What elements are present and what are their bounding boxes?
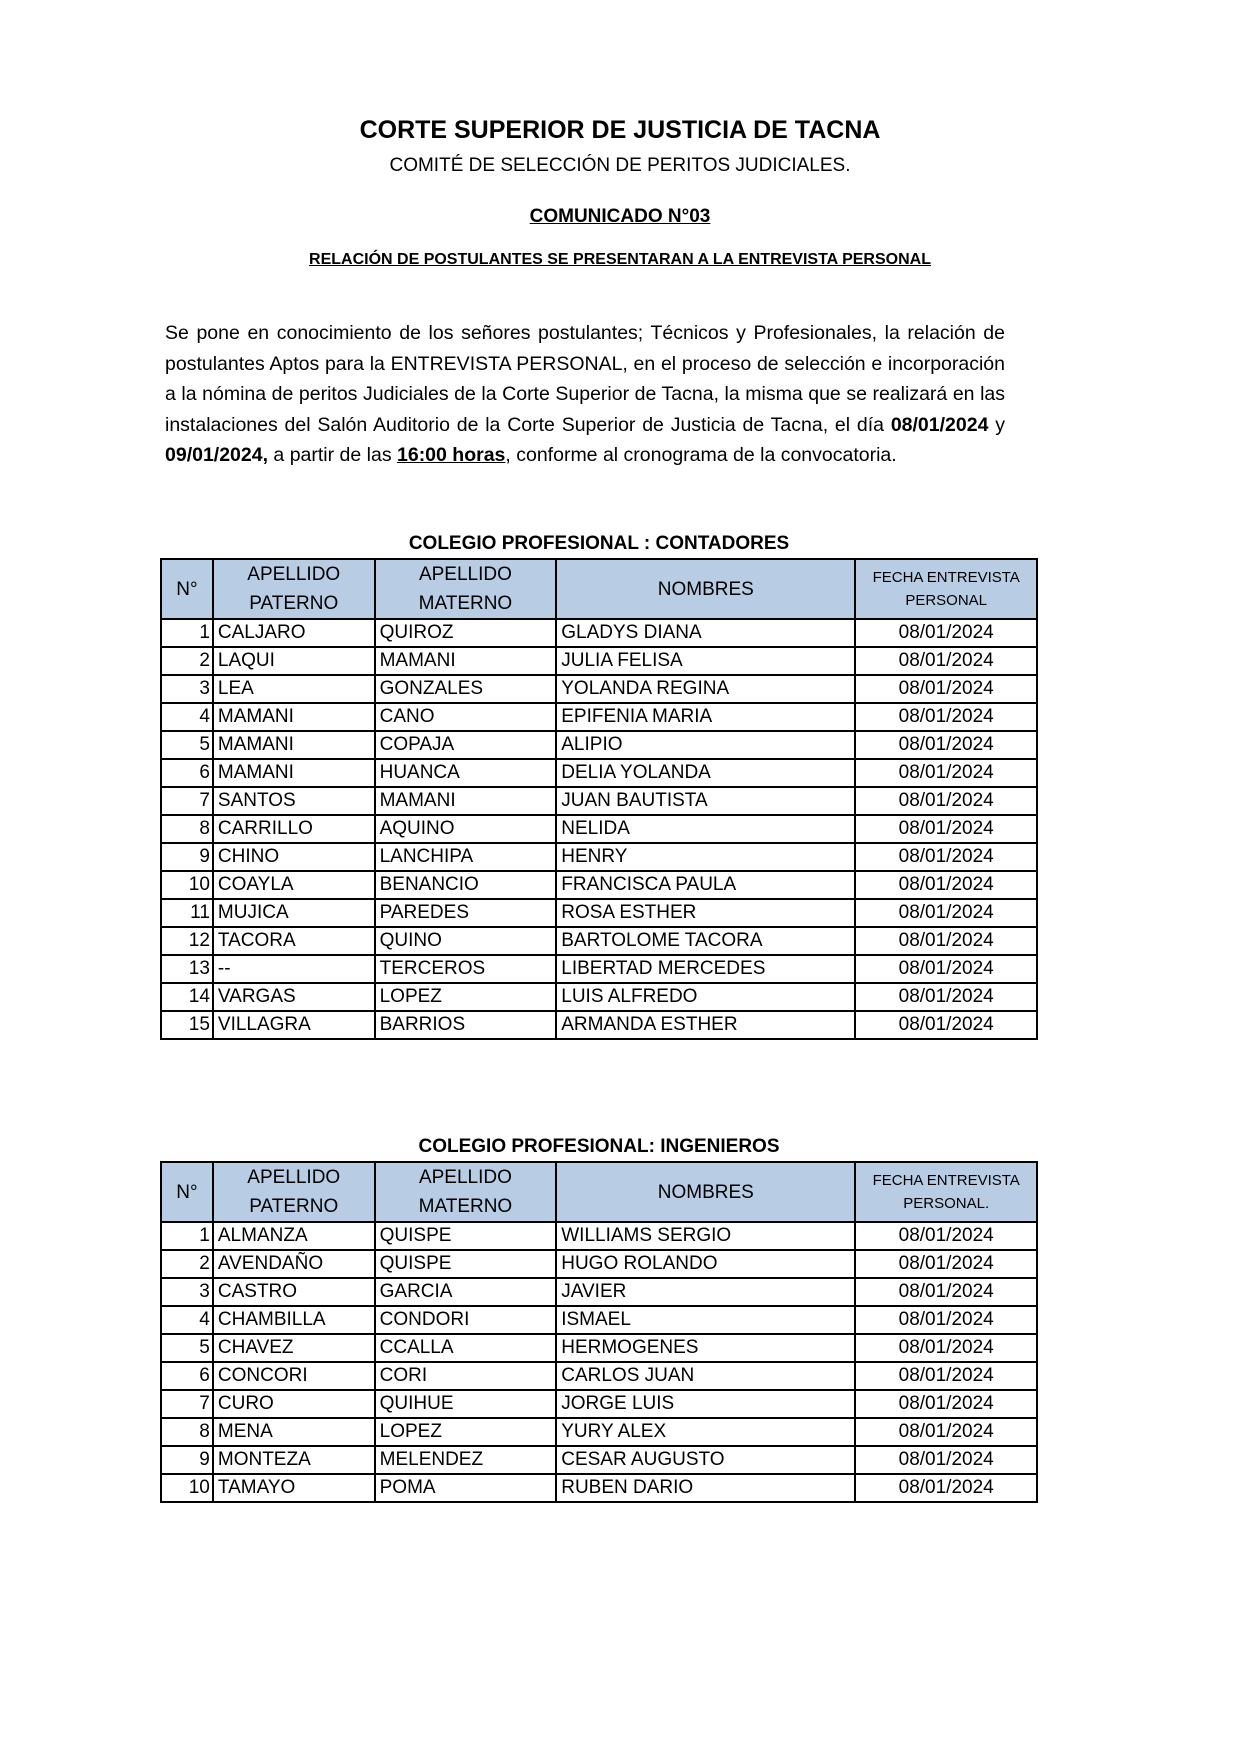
document-title: CORTE SUPERIOR DE JUSTICIA DE TACNA [359, 116, 881, 144]
apellido-materno-cell: COPAJA [375, 731, 557, 759]
fecha-cell: 08/01/2024 [855, 787, 1037, 815]
nombres-cell: CARLOS JUAN [556, 1362, 855, 1390]
apellido-paterno-cell: MAMANI [213, 731, 375, 759]
fecha-cell: 08/01/2024 [855, 955, 1037, 983]
table-row [161, 1446, 1037, 1474]
apellido-materno-cell: BENANCIO [375, 871, 557, 899]
apellido-materno-cell: QUISPE [375, 1222, 557, 1250]
nombres-cell: JUAN BAUTISTA [556, 787, 855, 815]
apellido-materno-cell: TERCEROS [375, 955, 557, 983]
header-fecha: FECHA ENTREVISTA PERSONAL [855, 559, 1037, 619]
fecha-cell: 08/01/2024 [855, 899, 1037, 927]
row-num: 10 [161, 1474, 213, 1502]
row-num: 12 [161, 927, 213, 955]
row-num: 6 [161, 1362, 213, 1390]
intro-date2: 09/01/2024, [165, 444, 269, 466]
apellido-materno-cell: POMA [375, 1474, 557, 1502]
apellido-materno-cell: AQUINO [375, 815, 557, 843]
row-num: 9 [161, 843, 213, 871]
nombres-cell: FRANCISCA PAULA [556, 871, 855, 899]
table-row [161, 1334, 1037, 1362]
nombres-cell: CESAR AUGUSTO [556, 1446, 855, 1474]
apellido-paterno-cell: TACORA [213, 927, 375, 955]
table-row [161, 1222, 1037, 1250]
nombres-cell: HENRY [556, 843, 855, 871]
contadores-section-title: COLEGIO PROFESIONAL : CONTADORES [408, 533, 790, 554]
nombres-cell: HERMOGENES [556, 1334, 855, 1362]
table-row [161, 927, 1037, 955]
apellido-materno-cell: BARRIOS [375, 1011, 557, 1039]
fecha-cell: 08/01/2024 [855, 759, 1037, 787]
table-row [161, 619, 1037, 647]
fecha-cell: 08/01/2024 [855, 1334, 1037, 1362]
apellido-paterno-cell: VARGAS [213, 983, 375, 1011]
fecha-cell: 08/01/2024 [855, 1446, 1037, 1474]
header-num: N° [161, 1162, 213, 1222]
apellido-paterno-cell: MAMANI [213, 759, 375, 787]
table-row [161, 983, 1037, 1011]
apellido-paterno-cell: VILLAGRA [213, 1011, 375, 1039]
nombres-cell: ARMANDA ESTHER [556, 1011, 855, 1039]
header-fecha: FECHA ENTREVISTA PERSONAL. [855, 1162, 1037, 1222]
contadores-table-body [161, 619, 1037, 1039]
nombres-cell: JORGE LUIS [556, 1390, 855, 1418]
relacion-text: RELACIÓN DE POSTULANTES SE PRESENTARAN A LA ENTREVISTA PERSONAL [309, 251, 931, 268]
table-row [161, 1362, 1037, 1390]
nombres-cell: LIBERTAD MERCEDES [556, 955, 855, 983]
table-row [161, 1418, 1037, 1446]
nombres-cell: RUBEN DARIO [556, 1474, 855, 1502]
table-row [161, 787, 1037, 815]
nombres-cell: JULIA FELISA [556, 647, 855, 675]
comunicado-heading [0, 206, 1240, 228]
header-apellido-materno: APELLIDO MATERNO [375, 1162, 557, 1222]
nombres-cell: ROSA ESTHER [556, 899, 855, 927]
nombres-cell: JAVIER [556, 1278, 855, 1306]
row-num: 4 [161, 1306, 213, 1334]
row-num: 8 [161, 1418, 213, 1446]
fecha-cell: 08/01/2024 [855, 675, 1037, 703]
table-row [161, 815, 1037, 843]
fecha-cell: 08/01/2024 [855, 1418, 1037, 1446]
row-num: 3 [161, 675, 213, 703]
apellido-materno-cell: LOPEZ [375, 983, 557, 1011]
apellido-materno-cell: QUIHUE [375, 1390, 557, 1418]
fecha-cell: 08/01/2024 [855, 843, 1037, 871]
apellido-paterno-cell: CARRILLO [213, 815, 375, 843]
apellido-paterno-cell: ALMANZA [213, 1222, 375, 1250]
table-row [161, 955, 1037, 983]
intro-time: 16:00 horas [397, 444, 506, 466]
apellido-paterno-cell: MAMANI [213, 703, 375, 731]
contadores-table [160, 558, 1038, 1040]
nombres-cell: ISMAEL [556, 1306, 855, 1334]
apellido-materno-cell: CANO [375, 703, 557, 731]
header-nombres: NOMBRES [556, 559, 855, 619]
fecha-cell: 08/01/2024 [855, 815, 1037, 843]
row-num: 7 [161, 1390, 213, 1418]
intro-part3: , conforme al cronograma de la convocatoria. [505, 444, 897, 466]
apellido-materno-cell: LOPEZ [375, 1418, 557, 1446]
apellido-materno-cell: QUINO [375, 927, 557, 955]
ingenieros-table [160, 1161, 1038, 1503]
fecha-cell: 08/01/2024 [855, 1250, 1037, 1278]
nombres-cell: ALIPIO [556, 731, 855, 759]
contadores-header-row [161, 559, 1037, 619]
table-row [161, 899, 1037, 927]
row-num: 7 [161, 787, 213, 815]
apellido-paterno-cell: MENA [213, 1418, 375, 1446]
apellido-materno-cell: QUIROZ [375, 619, 557, 647]
apellido-paterno-cell: SANTOS [213, 787, 375, 815]
table-row [161, 759, 1037, 787]
table-row [161, 1306, 1037, 1334]
intro-and: y [988, 413, 1005, 436]
nombres-cell: DELIA YOLANDA [556, 759, 855, 787]
apellido-paterno-cell: MONTEZA [213, 1446, 375, 1474]
apellido-materno-cell: MELENDEZ [375, 1446, 557, 1474]
table-row [161, 1011, 1037, 1039]
table-row [161, 703, 1037, 731]
table-row [161, 675, 1037, 703]
row-num: 5 [161, 1334, 213, 1362]
apellido-materno-cell: GARCIA [375, 1278, 557, 1306]
apellido-materno-cell: PAREDES [375, 899, 557, 927]
table-row [161, 647, 1037, 675]
apellido-materno-cell: LANCHIPA [375, 843, 557, 871]
table-row [161, 843, 1037, 871]
fecha-cell: 08/01/2024 [855, 1306, 1037, 1334]
fecha-cell: 08/01/2024 [855, 619, 1037, 647]
intro-part2: a partir de las [268, 444, 397, 466]
apellido-paterno-cell: CHINO [213, 843, 375, 871]
nombres-cell: GLADYS DIANA [556, 619, 855, 647]
apellido-materno-cell: CONDORI [375, 1306, 557, 1334]
nombres-cell: YURY ALEX [556, 1418, 855, 1446]
row-num: 4 [161, 703, 213, 731]
row-num: 9 [161, 1446, 213, 1474]
table-row [161, 1390, 1037, 1418]
document-subtitle: COMITÉ DE SELECCIÓN DE PERITOS JUDICIALES. [389, 155, 851, 176]
apellido-materno-cell: QUISPE [375, 1250, 557, 1278]
fecha-cell: 08/01/2024 [855, 1390, 1037, 1418]
row-num: 10 [161, 871, 213, 899]
ingenieros-header-row [161, 1162, 1037, 1222]
row-num: 6 [161, 759, 213, 787]
fecha-cell: 08/01/2024 [855, 1474, 1037, 1502]
nombres-cell: LUIS ALFREDO [556, 983, 855, 1011]
ingenieros-section-title: COLEGIO PROFESIONAL: INGENIEROS [418, 1136, 780, 1157]
header-num: N° [161, 559, 213, 619]
fecha-cell: 08/01/2024 [855, 703, 1037, 731]
nombres-cell: YOLANDA REGINA [556, 675, 855, 703]
apellido-paterno-cell: LAQUI [213, 647, 375, 675]
apellido-paterno-cell: CHAMBILLA [213, 1306, 375, 1334]
row-num: 2 [161, 647, 213, 675]
apellido-paterno-cell: CASTRO [213, 1278, 375, 1306]
fecha-cell: 08/01/2024 [855, 1222, 1037, 1250]
row-num: 14 [161, 983, 213, 1011]
apellido-paterno-cell: TAMAYO [213, 1474, 375, 1502]
intro-date1: 08/01/2024 [890, 413, 989, 436]
apellido-paterno-cell: AVENDAÑO [213, 1250, 375, 1278]
table-row [161, 1278, 1037, 1306]
apellido-materno-cell: HUANCA [375, 759, 557, 787]
apellido-paterno-cell: COAYLA [213, 871, 375, 899]
row-num: 13 [161, 955, 213, 983]
apellido-materno-cell: CORI [375, 1362, 557, 1390]
row-num: 5 [161, 731, 213, 759]
intro-paragraph [165, 318, 1005, 471]
nombres-cell: NELIDA [556, 815, 855, 843]
fecha-cell: 08/01/2024 [855, 1278, 1037, 1306]
row-num: 8 [161, 815, 213, 843]
table-row [161, 1250, 1037, 1278]
table-row [161, 871, 1037, 899]
fecha-cell: 08/01/2024 [855, 1011, 1037, 1039]
header-apellido-materno: APELLIDO MATERNO [375, 559, 557, 619]
row-num: 15 [161, 1011, 213, 1039]
relacion-heading [0, 251, 1240, 269]
apellido-paterno-cell: MUJICA [213, 899, 375, 927]
header-nombres: NOMBRES [556, 1162, 855, 1222]
row-num: 1 [161, 619, 213, 647]
apellido-paterno-cell: CONCORI [213, 1362, 375, 1390]
row-num: 1 [161, 1222, 213, 1250]
nombres-cell: WILLIAMS SERGIO [556, 1222, 855, 1250]
apellido-materno-cell: GONZALES [375, 675, 557, 703]
row-num: 11 [161, 899, 213, 927]
header-apellido-paterno: APELLIDO PATERNO [213, 559, 375, 619]
apellido-materno-cell: MAMANI [375, 787, 557, 815]
apellido-materno-cell: CCALLA [375, 1334, 557, 1362]
fecha-cell: 08/01/2024 [855, 647, 1037, 675]
fecha-cell: 08/01/2024 [855, 871, 1037, 899]
row-num: 2 [161, 1250, 213, 1278]
fecha-cell: 08/01/2024 [855, 1362, 1037, 1390]
nombres-cell: EPIFENIA MARIA [556, 703, 855, 731]
table-row [161, 1474, 1037, 1502]
table-row [161, 731, 1037, 759]
comunicado-text: COMUNICADO N°03 [529, 206, 711, 227]
apellido-paterno-cell: CHAVEZ [213, 1334, 375, 1362]
row-num: 3 [161, 1278, 213, 1306]
apellido-paterno-cell: CALJARO [213, 619, 375, 647]
nombres-cell: HUGO ROLANDO [556, 1250, 855, 1278]
apellido-paterno-cell: -- [213, 955, 375, 983]
fecha-cell: 08/01/2024 [855, 731, 1037, 759]
header-apellido-paterno: APELLIDO PATERNO [213, 1162, 375, 1222]
apellido-paterno-cell: CURO [213, 1390, 375, 1418]
fecha-cell: 08/01/2024 [855, 983, 1037, 1011]
nombres-cell: BARTOLOME TACORA [556, 927, 855, 955]
apellido-materno-cell: MAMANI [375, 647, 557, 675]
ingenieros-table-body [161, 1222, 1037, 1502]
intro-part1: Se pone en conocimiento de los señores postulantes; Técnicos y Profesionales, la relación de postulantes Aptos para la ENTREVISTA PERSONAL, en el proceso de selección e incorporación a la nómina de peritos Judiciales de la Corte Superior de Tacna, la misma que se realizará en las instalaciones del Salón Auditorio de la Corte Superior de Justicia de Tacna, el día [165, 322, 1005, 436]
apellido-paterno-cell: LEA [213, 675, 375, 703]
fecha-cell: 08/01/2024 [855, 927, 1037, 955]
